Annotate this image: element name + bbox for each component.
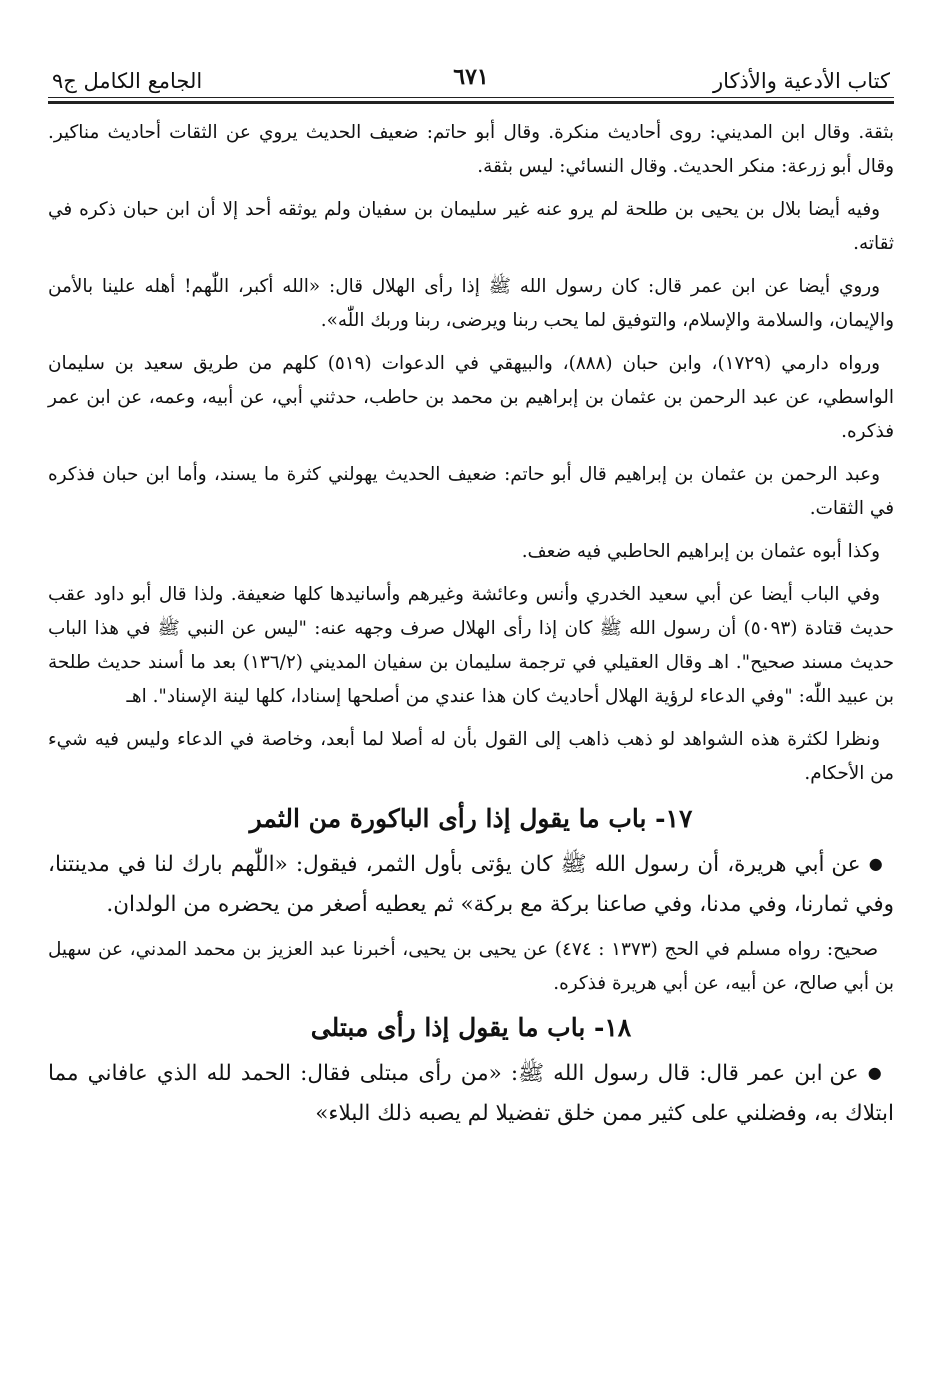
book-page (48, 62, 894, 1364)
bullet-icon: ● (867, 1063, 884, 1082)
note-paragraph: وفي الباب أيضا عن أبي سعيد الخدري وأنس وعائشة وغيرهم وأسانيدها كلها ضعيفة. ولذا قال أبو داود عقب حديث قتادة (٥٠٩٣) أن رسول الله ﷺ كان إذا رأى الهلال صرف وجهه عنه: "ليس عن النبي ﷺ في هذا الباب حديث مسند صحيح". اهـ وقال العقيلي في ترجمة سليمان بن سفيان المديني (١٣٦/٢) بعد ما أسند حديث طلحة بن عبيد اللّٰه: "وفي الدعاء لرؤية الهلال أحاديث كان هذا عندي من أصلحها إسنادا، كلها لينة الإسناد". اهـ (48, 584, 894, 707)
header-double-rule (48, 97, 894, 104)
note-paragraph: وكذا أبوه عثمان بن إبراهيم الحاطبي فيه ضعف. (521, 541, 880, 562)
note-paragraph: وعبد الرحمن بن عثمان بن إبراهيم قال أبو حاتم: ضعيف الحديث يهولني كثرة ما يسند، وأما ابن حبان فذكره في الثقات. (48, 464, 894, 519)
chapter-18-heading: ١٨- باب ما يقول إذا رأى مبتلى (310, 1013, 632, 1042)
note-paragraph: بثقة. وقال ابن المديني: روى أحاديث منكرة. وقال أبو حاتم: ضعيف الحديث يروي عن الثقات أحاديث مناكير. وقال أبو زرعة: منكر الحديث. وقال النسائي: ليس بثقة. (48, 122, 894, 177)
note-paragraph: ورواه دارمي (١٧٢٩)، وابن حبان (٨٨٨)، والبيهقي في الدعوات (٥١٩) كلهم من طريق سعيد بن سليمان الواسطي، عن عبد الرحمن بن عثمان بن إبراهيم بن محمد بن حاطب، حدثني أبي، عن أبيه، وعمه، عن ابن عمر فذكره. (48, 353, 894, 442)
book-volume-title: الجامع الكامل ج٩ (52, 69, 203, 93)
running-header (48, 62, 894, 106)
bullet-icon: ● (868, 854, 884, 873)
book-section-title: كتاب الأدعية والأذكار (713, 69, 890, 93)
chapter-17-takhrij: صحيح: رواه مسلم في الحج (١٣٧٣ : ٤٧٤) عن يحيى بن يحيى، أخبرنا عبد العزيز بن محمد المدني، عن سهيل بن أبي صالح، عن أبيه، عن أبي هريرة فذكره. (48, 939, 894, 994)
page-number: ٦٧١ (453, 64, 489, 90)
note-paragraph: ونظرا لكثرة هذه الشواهد لو ذهب ذاهب إلى القول بأن له أصلا لما أبعد، وخاصة في الدعاء وليس فيه شيء من الأحكام. (48, 729, 894, 784)
chapter-18-hadith-text: عن ابن عمر قال: قال رسول الله ﷺ: «من رأى مبتلى فقال: الحمد لله الذي عافاني مما ابتلاك به، وفضلني على كثير ممن خلق تفضيلا لم يصبه ذلك البلاء» (48, 1061, 894, 1126)
chapter-17-heading: ١٧- باب ما يقول إذا رأى الباكورة من الثمر (249, 804, 693, 833)
chapter-18-hadith (48, 1053, 894, 1134)
note-paragraph: وفيه أيضا بلال بن يحيى بن طلحة لم يرو عنه غير سليمان بن سفيان ولم يوثقه أحد إلا أن ابن حبان ذكره في ثقاته. (48, 199, 894, 254)
chapter-17-hadith-text: عن أبي هريرة، أن رسول الله ﷺ كان يؤتى بأول الثمر، فيقول: «اللّٰهم بارك لنا في مدينتنا، وفي ثمارنا، وفي مدنا، وفي صاعنا بركة مع بركة» ثم يعطيه أصغر من يحضره من الولدان. (48, 852, 894, 917)
chapter-17-hadith (48, 844, 894, 925)
note-paragraph: وروي أيضا عن ابن عمر قال: كان رسول الله ﷺ إذا رأى الهلال قال: «الله أكبر، اللّٰهم! أهله علينا بالأمن والإيمان، والسلامة والإسلام، والتوفيق لما يحب ربنا ويرضى، ربنا وربك اللّٰه». (48, 276, 894, 331)
